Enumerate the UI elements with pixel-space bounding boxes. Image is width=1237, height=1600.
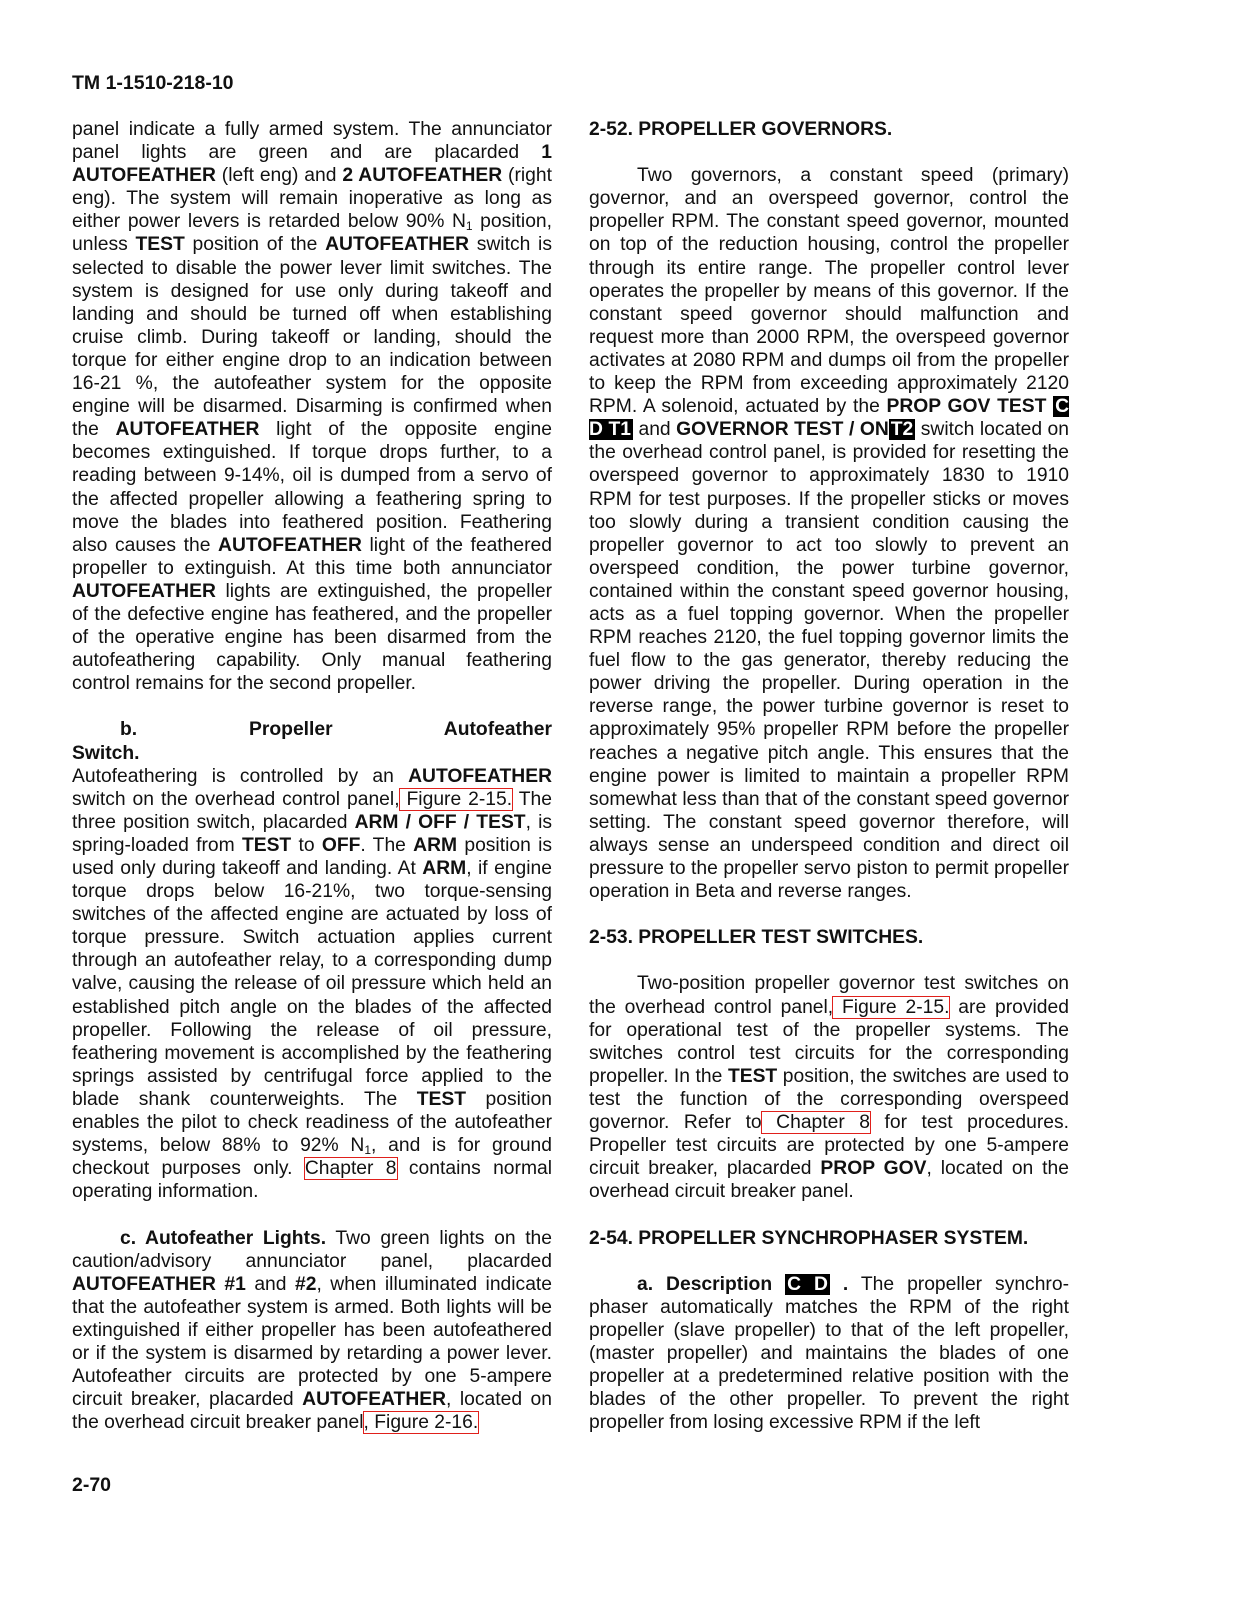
figure-2-15-link[interactable]: Figure 2-15.	[833, 996, 950, 1018]
text: Autofeathering is controlled by an	[72, 765, 409, 787]
text: position, unless	[72, 211, 552, 256]
placard-text: 2 AUTOFEATHER	[342, 165, 503, 187]
text: , if engine torque drops below 16-21%, two torque-sensing switches of the affected engine are actuated by loss of torque pressure. Switch actuation applies current through an autofeather relay, to a corresponding dump valve, causing the release of oil pressure which held an established pitch angle on the blades of the affected propeller. Following the release of oil pressure, feathering movement is accomplished by the feathering springs assisted by centrifugal force applied to the blade shank counterweights. The	[72, 858, 552, 1110]
subscript: 1	[465, 219, 473, 234]
applicability-tag: C D T1	[589, 396, 1070, 441]
placard-text: AUTOFEATHER	[72, 580, 216, 602]
placard-text: OFF	[321, 834, 361, 856]
text: switch on the overhead control panel,	[72, 788, 400, 810]
placard-text: AUTOFEATHER	[302, 1389, 447, 1411]
text: (right eng). The system will remain inoperative as long as either power levers is retarded below 90% N	[72, 165, 552, 233]
section-heading-2-53: 2-53. PROPELLER TEST SWITCHES.	[589, 927, 924, 949]
placard-text: AUTOFEATHER	[408, 765, 552, 787]
text: The propeller synchro-phaser automatically matches the RPM of the right propeller (slave propeller) to that of the left propeller, (master propeller) and maintains the blades of one propeller at a predetermined relative position with the blades of the other propeller. To prevent the right propeller from losing excessive RPM if the left	[589, 1273, 1069, 1434]
text: and	[245, 1273, 295, 1295]
synchrophaser-description-paragraph	[589, 1273, 1069, 1435]
figure-2-15-link[interactable]: Figure 2-15.	[399, 788, 513, 810]
text: position is used only during takeoff and landing. At	[72, 834, 552, 879]
placard-text: #2	[295, 1273, 317, 1295]
text: lights are extinguished, the propeller of the defective engine has feathered, and the propeller of the operative engine has been disarmed from the autofeathering capability. Only manual feathering control remains for the second propeller.	[72, 580, 552, 695]
text: switch located on the overhead control panel, is provided for resetting the overspeed governor to approximately 1830 to 1910 RPM for test purposes. If the propeller sticks or moves too slowly during a transient condition causing the propeller governor to act too slowly to prevent an overspeed condition, the power turbine governor, contained within the constant speed governor housing, acts as a fuel topping governor. When the propeller RPM reaches 2120, the fuel topping governor limits the fuel flow to the gas generator, thereby reducing the power driving the propeller. During operation in the reverse range, the power turbine governor is reset to approximately 95% propeller RPM before the propeller reaches a negative pitch angle. This ensures that the engine power is limited to maintain a propeller RPM somewhat less than that of the constant speed governor setting. The constant speed governor therefore, will always sense an underspeed condition and direct oil pressure to the propeller servo piston to permit propeller operation in Beta and reverse ranges.	[589, 419, 1069, 903]
placard-text: ARM	[422, 858, 467, 879]
page-number-footer: 2-70	[72, 1474, 112, 1496]
heading-period: .	[842, 1273, 849, 1295]
text: . The	[360, 834, 414, 856]
autofeather-switch-paragraph	[72, 765, 552, 1204]
text: for test procedures. Propeller test circuits are protected by one 5-ampere circuit breaker, placarded	[589, 1112, 1069, 1180]
text: , is spring-loaded from	[72, 811, 552, 856]
placard-text: AUTOFEATHER	[325, 234, 469, 256]
text: , located on the overhead circuit breaker panel.	[589, 1158, 1069, 1203]
text: position of the	[184, 234, 326, 256]
placard-text: ARM	[413, 834, 458, 856]
placard-text: TEST	[241, 834, 292, 856]
section-heading-2-52: 2-52. PROPELLER GOVERNORS.	[589, 119, 893, 140]
text: (left eng) and	[215, 165, 343, 187]
figure-2-16-link[interactable]: , Figure 2-16.	[363, 1412, 479, 1434]
placard-text: AUTOFEATHER	[218, 534, 362, 556]
applicability-tag: T2	[890, 419, 914, 441]
text: position, the switches are used to test the function of the corresponding overspeed governor. Refer to	[589, 1065, 1069, 1134]
text: Two-position propeller governor test switches on the overhead control panel,	[589, 973, 1069, 1018]
applicability-tag: C D	[787, 1273, 828, 1295]
text: light of the feathered propeller to extinguish. At this time both annunciator	[72, 534, 552, 579]
placard-text: ARM / OFF / TEST	[354, 811, 526, 833]
placard-text: TEST	[135, 234, 185, 256]
subsection-heading: a. Description	[637, 1273, 773, 1295]
text: to	[291, 834, 322, 856]
subsection-heading: c. Autofeather Lights.	[120, 1227, 327, 1249]
text: Two governors, a constant speed (primary) governor, and an overspeed governor, control the propeller RPM. The constant speed governor, mounted on top of the reduction housing, control the propeller through its entire range. The propeller control lever operates the propeller by means of this governor. If the constant speed governor should malfunction and request more than 2000 RPM, the overspeed governor activates at 2080 RPM and dumps oil from the propeller to keep the RPM from exceeding approximately 2120 RPM. A solenoid, actuated by the	[589, 165, 1069, 418]
text: light of the opposite engine becomes extinguished. If torque drops further, to a reading between 9-14%, oil is dumped from a servo of the affected propeller allowing a feathering spring to move the blades into feathered position. Feathering also causes the	[72, 419, 552, 556]
placard-text: AUTOFEATHER #1	[72, 1273, 246, 1295]
text: are provided for operational test of the propeller systems. The switches control test circuits for the corresponding propeller. In the	[589, 996, 1069, 1087]
subscript: 1	[364, 1143, 372, 1158]
autofeather-lights-paragraph	[72, 1227, 552, 1435]
text: Two green lights on the caution/advisory annunciator panel, placarded	[72, 1227, 553, 1272]
text: , when illuminated indicate that the autofeather system is armed. Both lights will be extinguished if either propeller has been autofeathered or if the system is disarmed by retarding a power lever. Autofeather circuits are protected by one 5-ampere circuit breaker, placarded	[72, 1273, 553, 1411]
placard-text: TEST	[416, 1088, 466, 1110]
chapter-8-link[interactable]: Chapter 8	[304, 1158, 397, 1180]
right-column	[589, 118, 1069, 1434]
placard-text: TEST	[727, 1065, 778, 1087]
text: position enables the pilot to check readiness of the autofeather systems, below 88% to 92% N	[72, 1088, 552, 1157]
propeller-governors-paragraph	[589, 164, 1069, 903]
placard-text: AUTOFEATHER	[115, 419, 260, 441]
left-column	[72, 118, 552, 1434]
chapter-8-link[interactable]: Chapter 8	[761, 1112, 871, 1134]
placard-text: PROP GOV TEST	[886, 396, 1047, 418]
text: The three position switch, placarded	[72, 788, 552, 833]
placard-text: PROP GOV	[820, 1158, 927, 1180]
text: , located on the overhead circuit breaker panel	[72, 1389, 552, 1434]
text: switch is selected to disable the power lever limit switches. The system is designed for use only during takeoff and landing and should be turned off when establishing cruise climb. During takeoff or landing, should the torque for either engine drop to an indication between 16-21 %, the autofeather system for the opposite engine will be disarmed. Disarming is confirmed when the	[72, 234, 552, 441]
text: panel indicate a fully armed system. The annunciator panel lights are green and are placarded	[72, 119, 552, 164]
autofeather-armed-paragraph	[72, 118, 552, 695]
placard-text: 1 AUTOFEATHER	[72, 142, 552, 187]
document-id-header: TM 1-1510-218-10	[72, 72, 234, 94]
placard-text: GOVERNOR TEST / ON	[676, 419, 889, 441]
text: , and is for ground checkout purposes only.	[72, 1135, 552, 1180]
propeller-test-switches-paragraph	[589, 972, 1069, 1203]
section-heading-2-54: 2-54. PROPELLER SYNCHROPHASER SYSTEM.	[589, 1227, 1029, 1249]
autofeather-switch-heading	[72, 718, 552, 764]
subsection-heading: b. Propeller Autofeather Switch.	[72, 719, 552, 764]
text: and	[632, 419, 677, 441]
text: contains normal operating information.	[72, 1158, 553, 1203]
